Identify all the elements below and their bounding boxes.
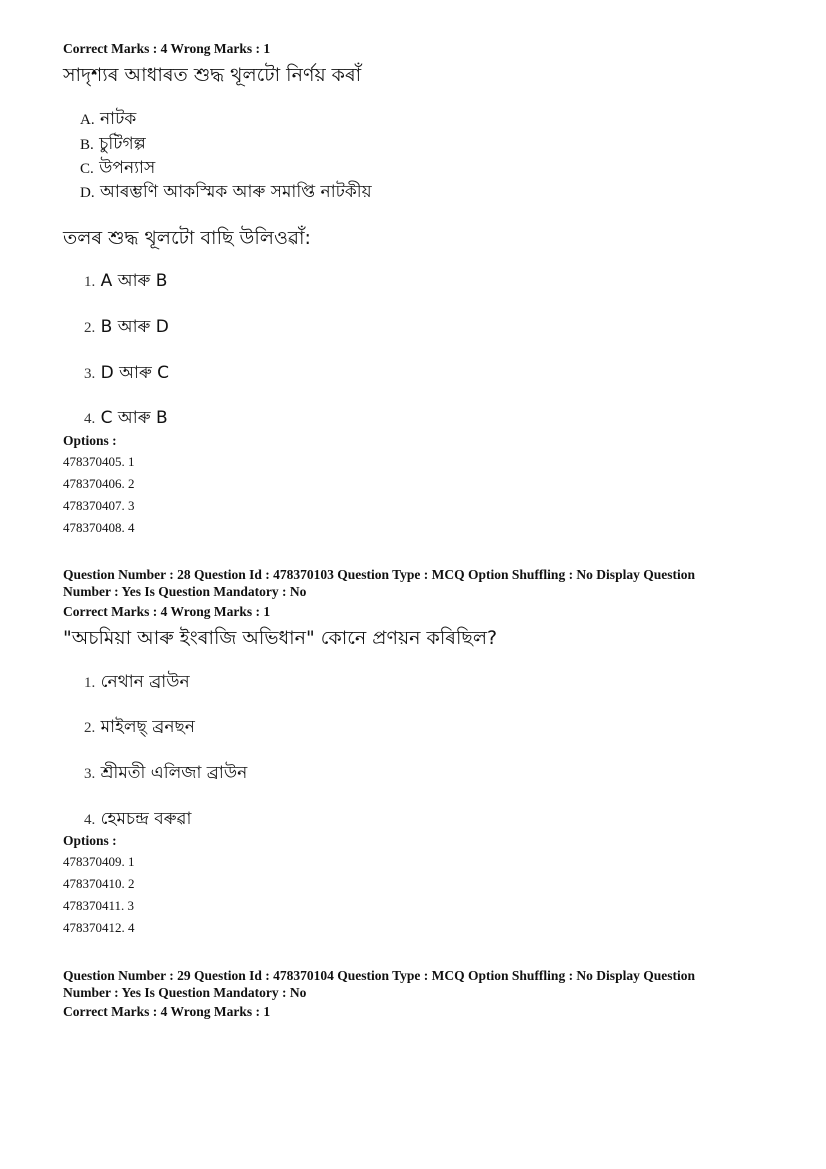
q28-option-row: 478370411. 3 xyxy=(63,898,135,913)
q27-option-row: 478370405. 1 xyxy=(63,454,135,469)
q27-statement-b xyxy=(80,133,146,156)
choice-text: মাইলছ্ ব্ৰনছন xyxy=(100,717,195,737)
statement-letter: A. xyxy=(80,112,95,128)
q27-option-row: 478370406. 2 xyxy=(63,476,135,491)
choice-text: A আৰু B xyxy=(100,271,168,291)
choice-number: 4. xyxy=(84,812,96,828)
choice-number: 4. xyxy=(84,411,96,427)
q28-choice-3 xyxy=(84,762,247,785)
q28-header-line-1: Question Number : 28 Question Id : 478370103 Question Type : MCQ Option Shuffling : No Display Question xyxy=(63,567,695,582)
choice-number: 2. xyxy=(84,720,96,736)
q27-instruction: তলৰ শুদ্ধ থূলটো বাছি উলিওৱাঁ: xyxy=(63,227,311,249)
statement-text: নাটক xyxy=(100,109,137,129)
choice-number: 3. xyxy=(84,366,96,382)
q27-option-row: 478370407. 3 xyxy=(63,498,135,513)
q27-question-text: সাদৃশ্যৰ আধাৰত শুদ্ধ থূলটো নিৰ্ণয় কৰাঁ xyxy=(63,64,362,86)
statement-letter: C. xyxy=(80,161,94,177)
statement-text: উপন্যাস xyxy=(99,158,156,178)
q28-choice-2 xyxy=(84,716,195,739)
q29-header-line-2: Number : Yes Is Question Mandatory : No xyxy=(63,985,307,1000)
q27-statement-a xyxy=(80,108,136,131)
q27-statement-c xyxy=(80,157,155,180)
q27-marks: Correct Marks : 4 Wrong Marks : 1 xyxy=(63,41,271,56)
q28-choice-4 xyxy=(84,808,191,831)
q27-choice-3 xyxy=(84,362,169,385)
choice-text: C আৰু B xyxy=(100,408,168,428)
q28-choice-1 xyxy=(84,671,190,694)
q28-option-row: 478370410. 2 xyxy=(63,876,135,891)
choice-number: 1. xyxy=(84,675,96,691)
statement-letter: D. xyxy=(80,185,95,201)
q28-options-label: Options : xyxy=(63,833,117,848)
statement-text: আৰম্ভণি আকস্মিক আৰু সমাপ্তি নাটকীয় xyxy=(100,182,372,202)
choice-text: D আৰু C xyxy=(100,363,170,383)
q27-choice-4 xyxy=(84,407,168,430)
choice-text: হেমচন্দ্ৰ বৰুৱা xyxy=(100,809,192,829)
choice-text: B আৰু D xyxy=(100,317,169,337)
statement-text: চুটিগল্প xyxy=(99,134,146,154)
q27-option-row: 478370408. 4 xyxy=(63,520,135,535)
q28-option-row: 478370412. 4 xyxy=(63,920,135,935)
choice-number: 3. xyxy=(84,766,96,782)
q27-options-label: Options : xyxy=(63,433,117,448)
statement-letter: B. xyxy=(80,137,94,153)
choice-text: নেথান ব্ৰাউন xyxy=(100,672,190,692)
choice-number: 2. xyxy=(84,320,96,336)
q28-option-row: 478370409. 1 xyxy=(63,854,135,869)
q29-header-line-1: Question Number : 29 Question Id : 478370104 Question Type : MCQ Option Shuffling : No Display Question xyxy=(63,968,695,983)
q27-choice-2 xyxy=(84,316,169,339)
choice-text: শ্ৰীমতী এলিজা ব্ৰাউন xyxy=(100,763,248,783)
q28-question-text: "অচমিয়া আৰু ইংৰাজি অভিধান" কোনে প্ৰণয়ন কৰিছিল? xyxy=(63,627,498,649)
q27-statement-d xyxy=(80,181,372,204)
choice-number: 1. xyxy=(84,274,96,290)
q28-marks: Correct Marks : 4 Wrong Marks : 1 xyxy=(63,604,271,619)
q28-header-line-2: Number : Yes Is Question Mandatory : No xyxy=(63,584,307,599)
q27-choice-1 xyxy=(84,270,167,293)
q29-marks: Correct Marks : 4 Wrong Marks : 1 xyxy=(63,1004,271,1019)
